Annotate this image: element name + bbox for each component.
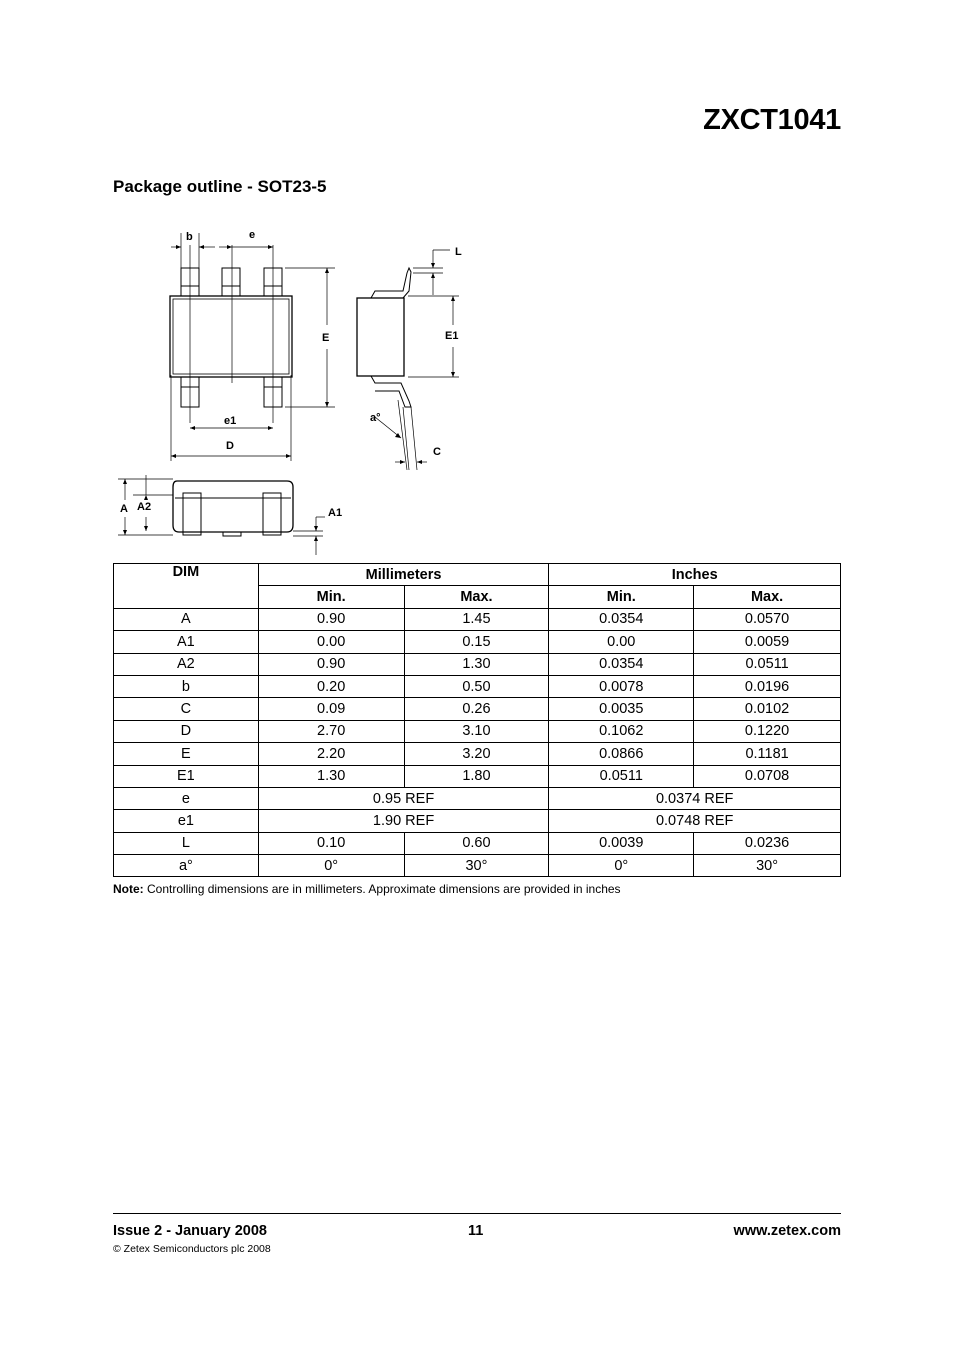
- dim-cell: A2: [114, 653, 259, 675]
- mm-header: Millimeters: [258, 564, 549, 586]
- in-header: Inches: [549, 564, 841, 586]
- mm-min-cell: 0.90: [258, 653, 404, 675]
- dim-label-A: A: [120, 503, 128, 515]
- in-max-cell: 0.0196: [694, 675, 841, 697]
- in-max-cell: 0.0708: [694, 765, 841, 787]
- dim-label-E1: E1: [445, 330, 459, 342]
- in-min-cell: 0.0078: [549, 675, 694, 697]
- in-max-cell: 0.0236: [694, 832, 841, 854]
- dim-header: DIM: [114, 564, 259, 609]
- in-min-cell: 0.0354: [549, 608, 694, 630]
- footer-website: www.zetex.com: [733, 1223, 841, 1239]
- table-row: [114, 608, 841, 630]
- section-title: Package outline - SOT23-5: [113, 177, 327, 196]
- in-max-cell: 0.0102: [694, 698, 841, 720]
- dim-label-A2: A2: [137, 501, 152, 513]
- table-row: [114, 743, 841, 765]
- dim-cell: A1: [114, 631, 259, 653]
- mm-min-cell: 0.09: [258, 698, 404, 720]
- dim-cell: b: [114, 675, 259, 697]
- footer-rule: [113, 1213, 841, 1214]
- top-view-body: [170, 296, 292, 377]
- dim-label-e: e: [249, 229, 256, 241]
- mm-min-cell: 2.20: [258, 743, 404, 765]
- mm-min-header: Min.: [258, 586, 404, 608]
- footer-copyright: © Zetex Semiconductors plc 2008: [113, 1243, 271, 1255]
- dim-label-E: E: [322, 332, 330, 344]
- table-row: [114, 855, 841, 877]
- in-min-cell: 0.0511: [549, 765, 694, 787]
- in-max-cell: 0.1181: [694, 743, 841, 765]
- in-min-header: Min.: [549, 586, 694, 608]
- mm-ref-cell: 0.95 REF: [258, 787, 549, 809]
- mm-max-cell: 1.30: [404, 653, 549, 675]
- side-view-body: [357, 298, 404, 376]
- in-min-cell: 0.0354: [549, 653, 694, 675]
- table-row: [114, 653, 841, 675]
- dim-cell: A: [114, 608, 259, 630]
- table-row: [114, 787, 841, 809]
- dim-cell: a°: [114, 855, 259, 877]
- mm-max-cell: 0.15: [404, 631, 549, 653]
- mm-min-cell: 0.20: [258, 675, 404, 697]
- mm-max-cell: 3.10: [404, 720, 549, 742]
- dim-cell: C: [114, 698, 259, 720]
- mm-ref-cell: 1.90 REF: [258, 810, 549, 832]
- mm-max-cell: 1.45: [404, 608, 549, 630]
- dim-label-b: b: [186, 231, 193, 243]
- dim-label-D: D: [226, 440, 234, 452]
- dim-label-L: L: [455, 246, 462, 258]
- in-min-cell: 0.1062: [549, 720, 694, 742]
- mm-min-cell: 0.90: [258, 608, 404, 630]
- in-min-cell: 0.0035: [549, 698, 694, 720]
- table-row: [114, 698, 841, 720]
- in-min-cell: 0°: [549, 855, 694, 877]
- in-ref-cell: 0.0748 REF: [549, 810, 841, 832]
- table-row: [114, 631, 841, 653]
- table-row: [114, 675, 841, 697]
- in-min-cell: 0.0039: [549, 832, 694, 854]
- dim-label-e1: e1: [224, 415, 237, 427]
- dim-label-C: C: [433, 446, 441, 458]
- in-max-cell: 0.1220: [694, 720, 841, 742]
- table-row: [114, 810, 841, 832]
- in-max-cell: 30°: [694, 855, 841, 877]
- dim-cell: D: [114, 720, 259, 742]
- mm-max-header: Max.: [404, 586, 549, 608]
- mm-max-cell: 0.50: [404, 675, 549, 697]
- dim-label-A1: A1: [328, 507, 343, 519]
- in-max-cell: 0.0511: [694, 653, 841, 675]
- mm-max-cell: 0.26: [404, 698, 549, 720]
- dim-cell: E: [114, 743, 259, 765]
- part-number: ZXCT1041: [703, 104, 841, 136]
- mm-min-cell: 0°: [258, 855, 404, 877]
- dim-cell: L: [114, 832, 259, 854]
- mm-min-cell: 2.70: [258, 720, 404, 742]
- in-max-header: Max.: [694, 586, 841, 608]
- mm-max-cell: 0.60: [404, 832, 549, 854]
- dim-label-a: a°: [370, 412, 381, 424]
- mm-min-cell: 0.10: [258, 832, 404, 854]
- mm-max-cell: 1.80: [404, 765, 549, 787]
- in-min-cell: 0.00: [549, 631, 694, 653]
- dim-cell: e: [114, 787, 259, 809]
- note-text: Controlling dimensions are in millimeters. Approximate dimensions are provided in inches: [143, 882, 621, 896]
- in-max-cell: 0.0570: [694, 608, 841, 630]
- dimensions-table: [113, 563, 841, 877]
- footer-issue: Issue 2 - January 2008: [113, 1223, 267, 1239]
- page-number: 11: [468, 1223, 484, 1239]
- mm-min-cell: 0.00: [258, 631, 404, 653]
- table-row: [114, 720, 841, 742]
- mm-max-cell: 30°: [404, 855, 549, 877]
- mm-min-cell: 1.30: [258, 765, 404, 787]
- note-label: Note:: [113, 882, 144, 896]
- in-ref-cell: 0.0374 REF: [549, 787, 841, 809]
- table-note: [113, 882, 621, 896]
- package-outline-drawing: [113, 225, 473, 560]
- table-row: [114, 832, 841, 854]
- mm-max-cell: 3.20: [404, 743, 549, 765]
- table-row: [114, 765, 841, 787]
- in-min-cell: 0.0866: [549, 743, 694, 765]
- dim-cell: e1: [114, 810, 259, 832]
- dim-cell: E1: [114, 765, 259, 787]
- in-max-cell: 0.0059: [694, 631, 841, 653]
- front-view-body: [173, 481, 293, 532]
